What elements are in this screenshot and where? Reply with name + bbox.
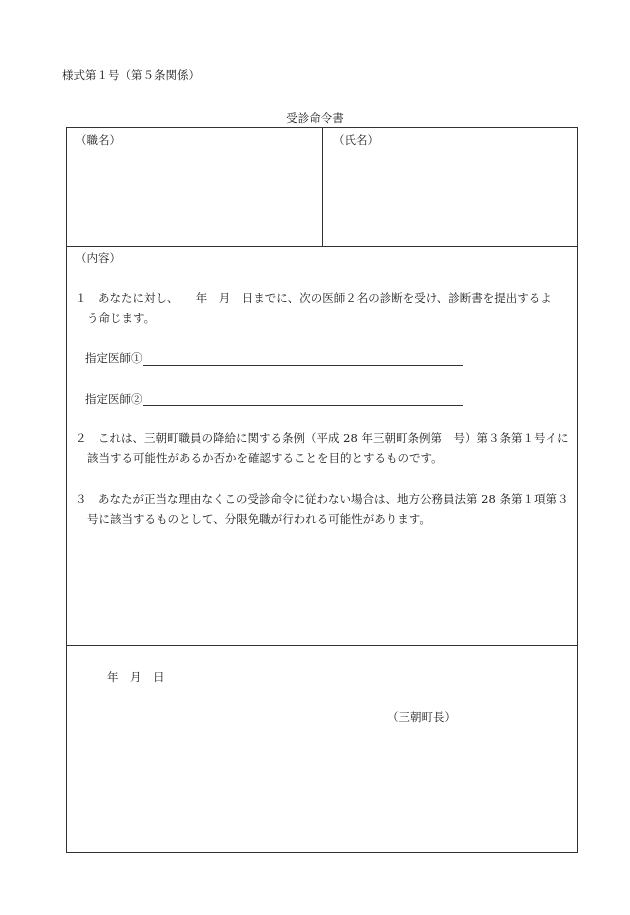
row-divider-bottom — [67, 645, 577, 646]
row-divider-top — [67, 246, 577, 247]
column-divider — [322, 128, 323, 246]
item-1 — [75, 288, 552, 328]
item-1-line-1: １ あなたに対し、 年 月 日までに、次の医師２名の診断を受け、診断書を提出するよ — [75, 291, 552, 305]
item-3-line-2: 号に該当するものとして、分限免職が行われる可能性があります。 — [87, 512, 431, 526]
position-label: （職名） — [75, 133, 121, 147]
form-number: 様式第１号（第５条関係） — [62, 68, 200, 82]
item-2-line-1: ２ これは、三朝町職員の降給に関する条例（平成 28 年三朝町条例第 号）第３条第１号イに — [75, 431, 569, 445]
item-1-line-2: う命じます。 — [87, 311, 156, 325]
item-3 — [75, 489, 568, 529]
doctor-2-label: 指定医師② — [85, 392, 143, 406]
issuer-label: （三朝町長） — [387, 710, 456, 724]
issue-date: 年 月 日 — [107, 670, 165, 684]
doctor-2-line — [143, 405, 463, 406]
document-title: 受診命令書 — [286, 111, 344, 125]
doctor-1-line — [143, 365, 463, 366]
item-3-line-1: ３ あなたが正当な理由なくこの受診命令に従わない場合は、地方公務員法第 28 条第１項第３ — [75, 492, 569, 506]
content-label: （内容） — [75, 251, 121, 265]
name-label: （氏名） — [333, 133, 379, 147]
item-2-line-2: 該当する可能性があるか否かを確認することを目的とするものです。 — [87, 451, 443, 465]
item-2 — [75, 428, 568, 468]
doctor-1-label: 指定医師① — [85, 351, 143, 365]
form-frame — [66, 127, 578, 853]
